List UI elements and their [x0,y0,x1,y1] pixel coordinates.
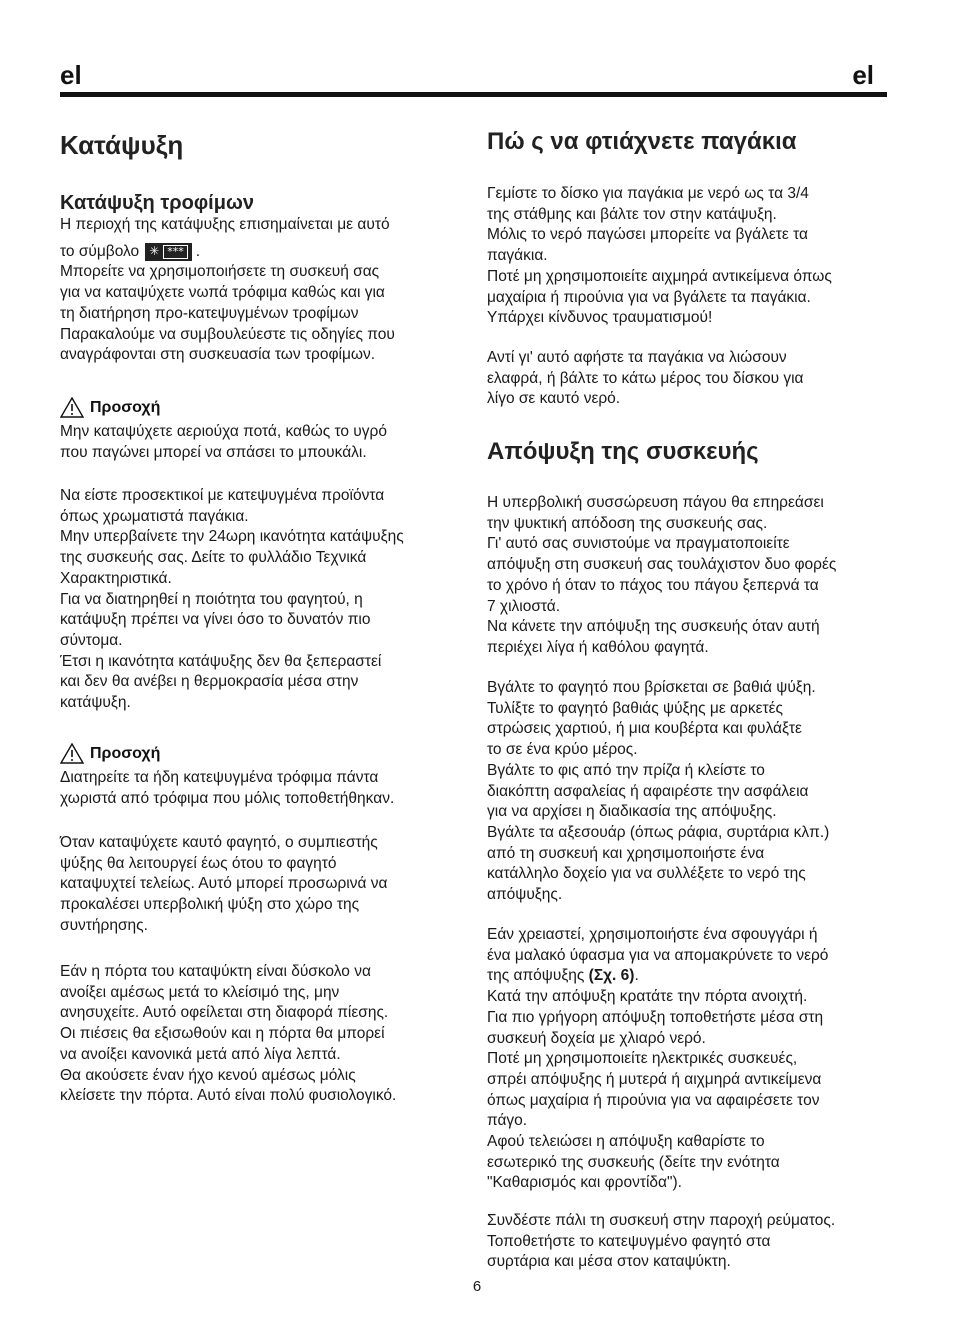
text-line: απόψυξη στη συσκευή σας τουλάχιστον δυο φορές [487,556,837,574]
figure-reference-line [487,966,897,987]
text-line: της συσκευής σας. Δείτε το φυλλάδιο Τεχνικά [60,549,367,567]
text-line: Μόλις το νερό παγώσει μπορείτε να βγάλετε τα [487,226,808,244]
text-line: 7 χιλιοστά. [487,597,561,615]
text-line: Βγάλτε το φαγητό που βρίσκεται σε βαθιά ψύξη. [487,679,816,696]
text-line: λίγο σε καυτό νερό. [487,390,621,408]
text-line: Διατηρείτε τα ήδη κατεψυγμένα τρόφιμα πάντα [60,769,379,786]
text-line: ανοίξει αμέσως μετά το κλείσιμό της, μην [60,983,340,1001]
text-line: σπρέι απόψυξης ή μυτερά ή αιχμηρά αντικείμενα [487,1070,822,1088]
text-line: για να αρχίσει η διαδικασία της απόψυξης. [487,803,777,821]
section-title-ice-cubes: Πώ ς να φτιάχνετε παγάκια [487,128,797,155]
text-line: Εάν χρειαστεί, χρησιμοποιήστε ένα σφουγγάρι ή [487,926,818,943]
warning-1-text [60,422,470,463]
text-line: στρώσεις χαρτιού, ή μια κουβέρτα και φυλάξτε [487,720,802,738]
text-line: Αφού τελειώσει η απόψυξη καθαρίστε το [487,1133,765,1151]
ice-paragraph-2 [487,348,897,410]
intro-line-text: το σύμβολο [60,242,140,260]
text-line: Για να διατηρηθεί η ποιότητα του φαγητού, η [60,590,363,608]
text-line: Ποτέ μη χρησιμοποιείτε ηλεκτρικές συσκευές, [487,1050,798,1068]
text-line: Να είστε προσεκτικοί με κατεψυγμένα προϊόντα [60,487,385,504]
warning-triangle-icon [60,743,84,764]
text-line: Παρακαλούμε να συμβουλεύεστε τις οδηγίες που [60,325,395,343]
text-line: μαχαίρια ή πιρούνια για να βγάλετε τα παγάκια. [487,288,811,306]
defrost-paragraph-1 [487,493,897,659]
page-number: 6 [472,1278,482,1295]
text-line: ψύξης θα λειτουργεί έως ότου το φαγητό [60,854,337,872]
defrost-paragraph-3 [487,925,897,1194]
text-line: Γεμίστε το δίσκο για παγάκια με νερό ως τα 3/4 [487,185,809,202]
text-line: απόψυξης. [487,886,563,904]
text-line: Βγάλτε τα αξεσουάρ (όπως ράφια, συρτάρια κλπ.) [487,823,830,841]
text-line: Για πιο γρήγορη απόψυξη τοποθετήστε μέσα στη [487,1008,824,1026]
text-line: από τη συσκευή και χρησιμοποιήστε ένα [487,844,765,862]
text-line: της στάθμης και βάλτε τον στην κατάψυξη. [487,205,777,223]
text-line: πάγο. [487,1112,528,1130]
header-lang-right: el [852,60,874,90]
intro-paragraph [60,215,470,366]
text-line: Θα ακούσετε έναν ήχο κενού αμέσως μόλις [60,1066,356,1084]
text-line: εσωτερικό της συσκευής (δείτε την ενότητα [487,1153,780,1171]
paragraph-4 [60,962,470,1107]
warning-1-title: Προσοχή [90,398,161,416]
text-line: ανησυχείτε. Αυτό οφείλεται στη διαφορά πίεσης. [60,1004,389,1022]
defrost-paragraph-4 [487,1211,897,1273]
warning-2-title: Προσοχή [90,744,161,762]
freezer-symbol-icon [145,243,192,261]
text-line: το σε ένα κρύο μέρος. [487,741,638,759]
text-line: παγάκια. [487,247,548,265]
text-line: Εάν η πόρτα του καταψύκτη είναι δύσκολο να [60,963,371,980]
header-lang-left: el [60,60,82,90]
warning-2 [60,743,160,764]
text-line: ελαφρά, ή βάλτε το κάτω μέρος του δίσκου για [487,369,804,387]
text-line: Να κάνετε την απόψυξη της συσκευής όταν αυτή [487,618,820,636]
text-line: Υπάρχει κίνδυνος τραυματισμού! [487,309,713,327]
text-line: προκαλέσει υπερβολική ψύξη στο χώρο της [60,896,360,914]
paragraph-2 [60,486,470,714]
text-line: το χρόνο ή όταν το πάχος του πάγου ξεπερνά τα [487,576,819,594]
text-line: Η υπερβολική συσσώρευση πάγου θα επηρεάσει [487,494,824,511]
defrost-paragraph-3a [487,925,897,966]
text-line: "Καθαρισμός και φροντίδα"). [487,1174,682,1192]
subsection-title-freezing-food: Κατάψυξη τροφίμων [60,192,254,214]
intro-line-end: . [195,242,201,260]
defrost-paragraph-2 [487,678,897,906]
text-line: Συνδέστε πάλι τη συσκευή στην παροχή ρεύματος. [487,1212,836,1229]
text-line: συρτάρια και μέσα στον καταψύκτη. [487,1253,731,1271]
text-line: τη διατήρηση προ-κατεψυγμένων τροφίμων [60,304,359,322]
text-line: σύντομα. [60,631,123,649]
ice-paragraph-1 [487,184,897,329]
text-line: Έτσι η ικανότητα κατάψυξης δεν θα ξεπεραστεί [60,652,382,670]
text-line: κατάψυξη πρέπει να γίνει όσο το δυνατόν πιο [60,611,371,629]
text-line: Μπορείτε να χρησιμοποιήσετε τη συσκευή σας [60,263,380,281]
figure-reference: (Σχ. 6) [588,967,635,985]
snowflake-icon: ✳ [149,244,160,259]
text-line: χωριστά από τρόφιμα που μόλις τοποθετήθηκαν. [60,789,395,807]
text-line: κλείσετε την πόρτα. Αυτό είναι πολύ φυσιολογικό. [60,1087,397,1105]
section-title-freezing: Κατάψυξη [60,130,184,160]
text-line: αναγράφονται στη συσκευασία των τροφίμων. [60,346,376,364]
section-title-defrosting: Απόψυξη της συσκευής [487,438,759,465]
text-line: Οι πιέσεις θα εξισωθούν και η πόρτα θα μπορεί [60,1025,385,1043]
text-line: την ψυκτική απόδοση της συσκευής σας. [487,514,768,532]
text-line: ένα μαλακό ύφασμα για να απομακρύνετε το νερό [487,946,829,964]
warning-1 [60,397,160,418]
intro-line: Η περιοχή της κατάψυξης επισημαίνεται με αυτό [60,216,390,233]
text-line: να ανοίξει κανονικά μετά από λίγα λεπτά. [60,1045,341,1063]
text-line: όπως μαχαίρια ή πιρούνια για να αφαιρέσετε τον [487,1091,820,1109]
intro-rest [60,262,470,366]
intro-symbol-line [60,242,470,263]
text-line: όπως χρωματιστά παγάκια. [60,507,249,525]
text-line: Ποτέ μη χρησιμοποιείτε αιχμηρά αντικείμενα όπως [487,267,832,285]
text-line: περιέχει λίγα ή καθόλου φαγητά. [487,638,709,656]
text-line: Όταν καταψύχετε καυτό φαγητό, ο συμπιεστής [60,834,378,851]
paragraph-3 [60,833,470,937]
text-line: Τοποθετήστε το κατεψυγμένο φαγητό στα [487,1232,771,1250]
text-line: Κατά την απόψυξη κρατάτε την πόρτα ανοιχτή. [487,988,808,1006]
text-line: και δεν θα ανέβει η θερμοκρασία μέσα στην [60,673,359,691]
text-line: καταψυχτεί τελείως. Αυτό μπορεί προσωρινά να [60,875,388,893]
text-line: για να καταψύχετε νωπά τρόφιμα καθώς και για [60,284,385,302]
text-line: που παγώνει μπορεί να σπάσει το μπουκάλι. [60,443,367,461]
text-line: συσκευή δοχεία με χλιαρό νερό. [487,1029,706,1047]
text-line: Αντί γι' αυτό αφήστε τα παγάκια να λιώσουν [487,349,787,366]
figure-reference-suffix: . [634,967,639,985]
text-line: Γι' αυτό σας συνιστούμε να πραγματοποιείτε [487,535,790,553]
text-line: κατάλληλο δοχείο για να συλλέξετε το νερό της [487,865,806,883]
warning-2-text [60,768,470,809]
text-line: συντήρησης. [60,916,148,934]
freezer-stars: *** [163,245,188,259]
text-line: Μην υπερβαίνετε την 24ωρη ικανότητα κατάψυξης [60,528,404,546]
text-line: κατάψυξη. [60,694,131,712]
text-line: διακόπτη ασφαλείας ή αφαιρέστε την ασφάλεια [487,782,809,800]
text-line: Τυλίξτε το φαγητό βαθιάς ψύξης με αρκετές [487,699,783,717]
figure-reference-prefix: της απόψυξης [487,967,589,985]
header-rule [60,92,887,97]
text-line: Μην καταψύχετε αεριούχα ποτά, καθώς το υγρό [60,423,387,440]
warning-triangle-icon [60,397,84,418]
defrost-paragraph-3b [487,987,897,1194]
text-line: Χαρακτηριστικά. [60,569,172,587]
text-line: Βγάλτε το φις από την πρίζα ή κλείστε το [487,761,765,779]
